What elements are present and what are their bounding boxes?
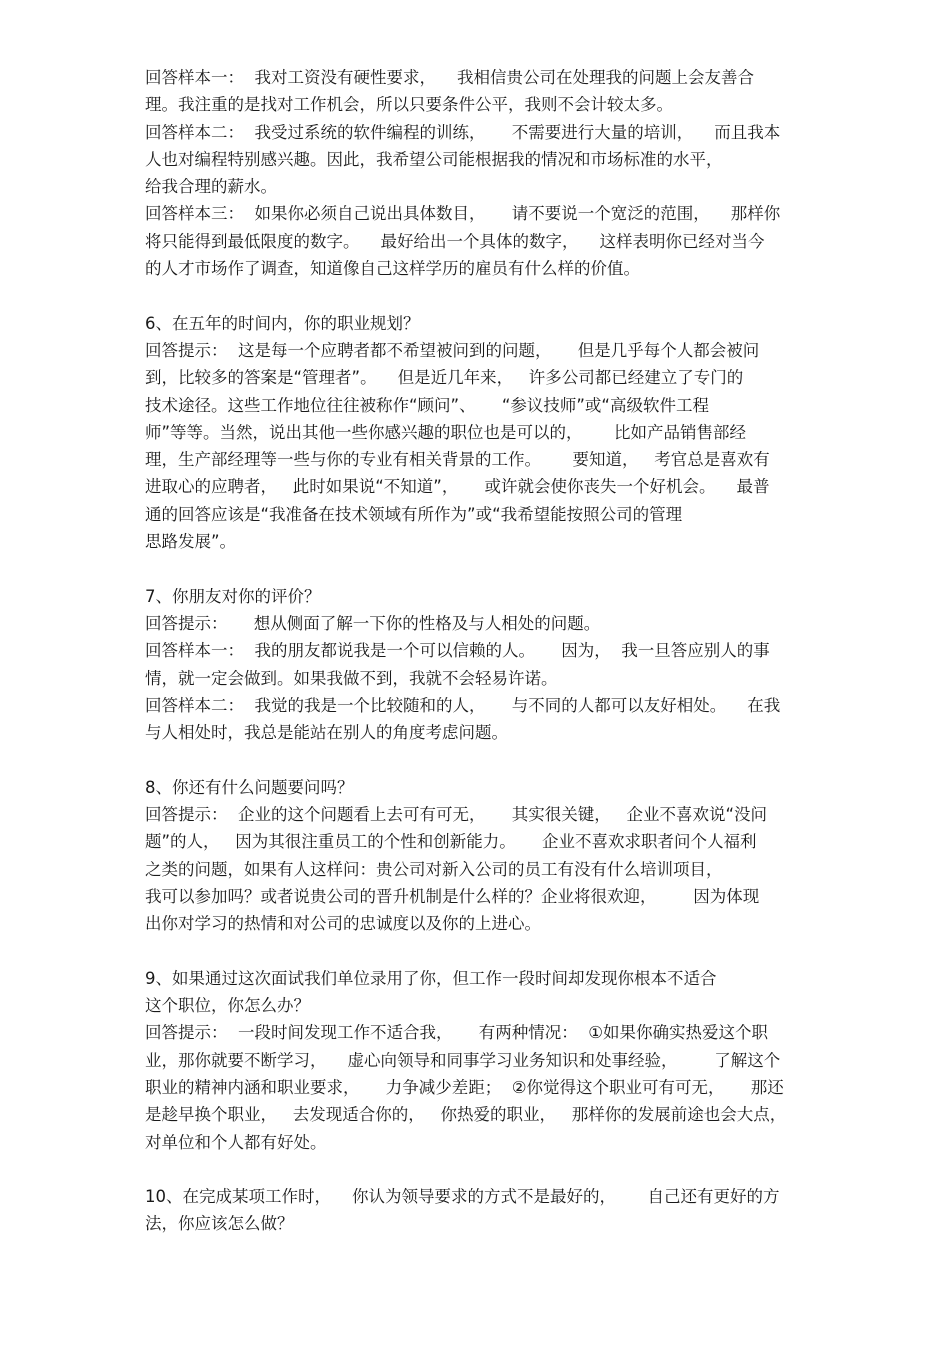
text-line: 之类的问题，如果有人这样问：贵公司对新入公司的员工有没有什么培训项目，: [145, 859, 723, 879]
question-heading: 7、你朋友对你的评价？: [145, 586, 321, 606]
question-heading: 10、在完成某项工作时， 你认为领导要求的方式不是最好的， 自己还有更好的方: [145, 1187, 780, 1207]
text-line: 的人才市场作了调查，知道像自己这样学历的雇员有什么样的价值。: [145, 259, 640, 279]
document-page: [145, 64, 815, 1238]
text-line: 人也对编程特别感兴趣。因此，我希望公司能根据我的情况和市场标准的水平，: [145, 149, 723, 169]
text-line: 思路发展”。: [145, 532, 237, 552]
text-line: 回答提示： 一段时间发现工作不适合我， 有两种情况： ①如果你确实热爱这个职: [145, 1023, 768, 1043]
question-6: [145, 310, 815, 556]
text-line: 回答提示： 想从侧面了解一下你的性格及与人相处的问题。: [145, 613, 601, 633]
question-heading: 法，你应该怎么做？: [145, 1214, 294, 1234]
text-line: 给我合理的薪水。: [145, 177, 277, 197]
text-line: 回答样本二： 我觉的我是一个比较随和的人， 与不同的人都可以友好相处。 在我: [145, 695, 781, 715]
paragraph-gap: [145, 938, 815, 965]
text-line: 师”等等。当然，说出其他一些你感兴趣的职位也是可以的， 比如产品销售部经: [145, 422, 747, 442]
salary-answer-samples: [145, 64, 815, 282]
text-line: 题”的人， 因为其很注重员工的个性和创新能力。 企业不喜欢求职者问个人福利: [145, 832, 757, 852]
question-heading: 6、在五年的时间内，你的职业规划？: [145, 313, 420, 333]
text-line: 回答样本一： 我对工资没有硬性要求， 我相信贵公司在处理我的问题上会友善合: [145, 68, 754, 87]
paragraph-gap: [145, 555, 815, 582]
text-line: 回答样本一： 我的朋友都说我是一个可以信赖的人。 因为， 我一旦答应别人的事: [145, 641, 770, 661]
text-line: 出你对学习的热情和对公司的忠诚度以及你的上进心。: [145, 914, 541, 934]
text-line: 技术途径。这些工作地位往往被称作“顾问”、 “参议技师”或“高级软件工程: [145, 395, 709, 415]
text-line: 与人相处时，我总是能站在别人的角度考虑问题。: [145, 723, 508, 743]
text-line: 对单位和个人都有好处。: [145, 1132, 327, 1152]
text-line: 情，就一定会做到。如果我做不到，我就不会轻易许诺。: [145, 668, 558, 688]
question-7: [145, 583, 815, 747]
text-line: 回答提示： 企业的这个问题看上去可有可无， 其实很关键， 企业不喜欢说“没问: [145, 805, 767, 825]
paragraph-gap: [145, 746, 815, 773]
question-10: [145, 1183, 815, 1238]
text-line: 我可以参加吗？或者说贵公司的晋升机制是什么样的？企业将很欢迎， 因为体现: [145, 886, 760, 906]
paragraph-gap: [145, 1156, 815, 1183]
text-line: 进取心的应聘者， 此时如果说“不知道”， 或许就会使你丧失一个好机会。 最普: [145, 477, 770, 497]
text-line: 业，那你就要不断学习， 虚心向领导和同事学习业务知识和处事经验， 了解这个: [145, 1050, 781, 1070]
question-heading: 8、你还有什么问题要问吗？: [145, 777, 354, 797]
question-heading: 9、如果通过这次面试我们单位录用了你，但工作一段时间却发现你根本不适合: [145, 968, 717, 988]
text-line: 回答样本二： 我受过系统的软件编程的训练， 不需要进行大量的培训， 而且我本: [145, 122, 781, 142]
text-line: 理，生产部经理等一些与你的专业有相关背景的工作。 要知道， 考官总是喜欢有: [145, 450, 770, 470]
text-line: 理。我注重的是找对工作机会，所以只要条件公平，我则不会计较太多。: [145, 95, 673, 115]
paragraph-gap: [145, 282, 815, 309]
question-9: [145, 965, 815, 1156]
text-line: 是趁早换个职业， 去发现适合你的， 你热爱的职业， 那样你的发展前途也会大点，: [145, 1105, 787, 1125]
text-line: 通的回答应该是“我准备在技术领域有所作为”或“我希望能按照公司的管理: [145, 504, 683, 524]
text-line: 职业的精神内涵和职业要求， 力争减少差距； ②你觉得这个职业可有可无， 那还: [145, 1077, 784, 1097]
text-line: 到，比较多的答案是“管理者”。 但是近几年来， 许多公司都已经建立了专门的: [145, 368, 744, 388]
question-8: [145, 774, 815, 938]
text-line: 回答样本三： 如果你必须自己说出具体数目， 请不要说一个宽泛的范围， 那样你: [145, 204, 781, 224]
text-line: 回答提示： 这是每一个应聘者都不希望被问到的问题， 但是几乎每个人都会被问: [145, 340, 760, 360]
text-line: 将只能得到最低限度的数字。 最好给出一个具体的数字， 这样表明你已经对当今: [145, 231, 765, 251]
question-heading: 这个职位，你怎么办？: [145, 996, 310, 1016]
